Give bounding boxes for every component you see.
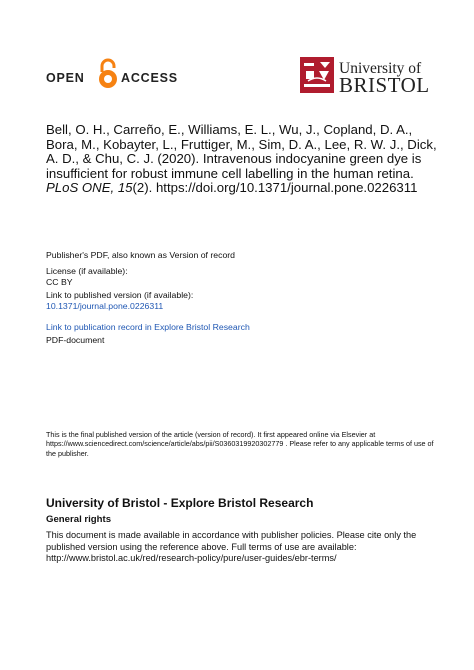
rights-subtitle: General rights [46, 514, 112, 525]
license-value: CC BY [46, 277, 73, 287]
published-link-label: Link to published version (if available): [46, 290, 194, 300]
published-link[interactable]: 10.1371/journal.pone.0226311 [46, 301, 164, 311]
citation-journal: PLoS ONE, 15 [46, 180, 133, 195]
open-access-lock-icon [97, 58, 119, 90]
document-type: PDF-document [46, 335, 105, 345]
rights-body: This document is made available in accordance with publisher policies. Please cite only the published version using the reference above. Full terms of use are available: http://www.bristol.ac.uk/red/research-policy/pure/user-guides/ebr-terms/ [46, 530, 417, 563]
bristol-text: BRISTOL [339, 73, 430, 97]
citation-authors: Bell, O. H., Carreño, E., Williams, E. L., Wu, J., Copland, D. A., Bora, M., Kobayter, L., Fruttiger, M., Sim, D. A., Lee, R. W. J., Dick, A. D., & Chu, C. J. (2020). Intravenous indocyanine green dye is insufficient for robust immune cell labelling in the human retina. [46, 122, 437, 181]
version-text: Publisher's PDF, also known as Version of record [46, 250, 236, 260]
citation-issue: (2). https://doi.org/10.1371/journal.pone.0226311 [132, 180, 418, 195]
explore-bristol-link[interactable]: Link to publication record in Explore Bristol Research [46, 322, 250, 332]
university-crest-icon [300, 57, 334, 93]
citation-block [46, 123, 441, 196]
publication-notice: This is the final published version of the article (version of record). It first appeared online via Elsevier at https://www.sciencedirect.com/science/article/abs/pii/S0360319920302779 . Please refer to any applicable terms of use of the publisher. [46, 430, 434, 458]
rights-title: University of Bristol - Explore Bristol Research [46, 496, 314, 510]
open-access-open-text: OPEN [46, 71, 85, 85]
open-access-access-text: ACCESS [121, 71, 178, 85]
university-of-text: University of [339, 60, 422, 77]
license-label: License (if available): [46, 266, 128, 276]
